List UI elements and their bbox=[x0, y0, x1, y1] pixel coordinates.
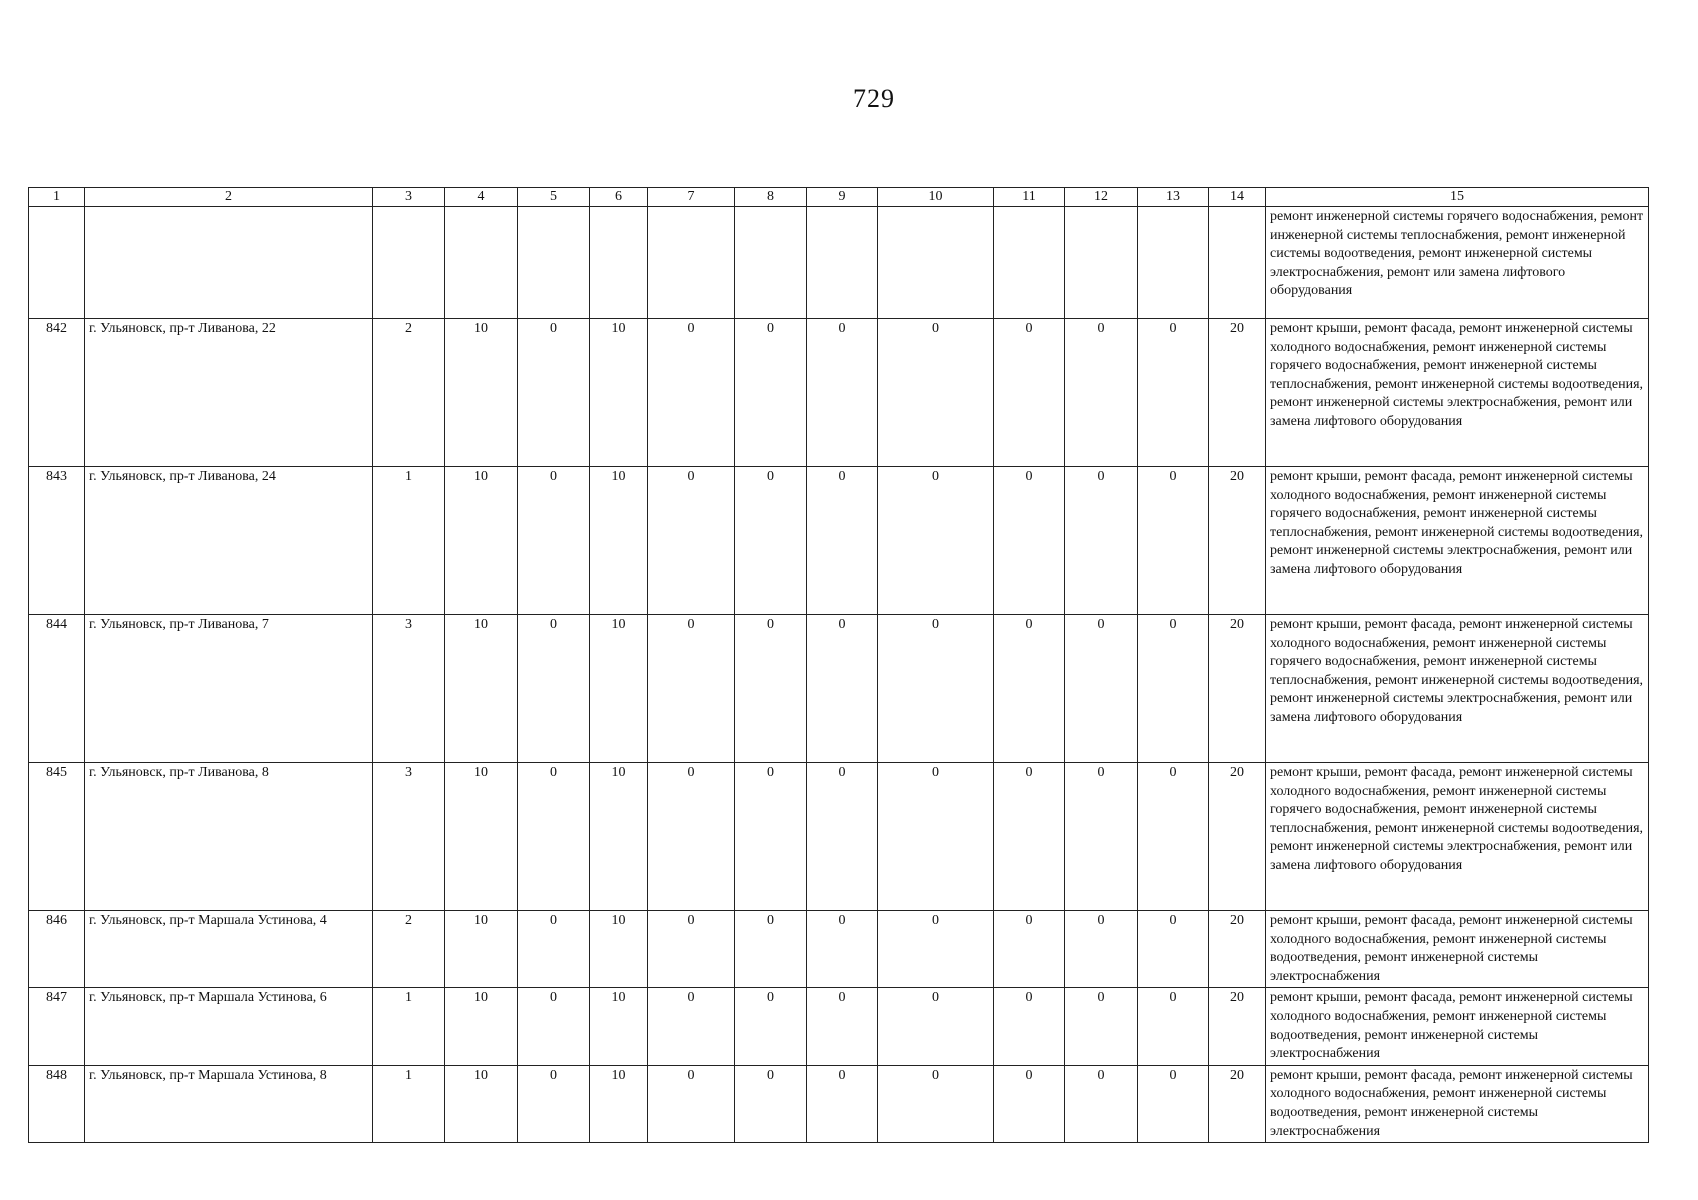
header-col-6: 6 bbox=[590, 188, 648, 207]
header-col-8: 8 bbox=[735, 188, 807, 207]
cell-value-c3: 2 bbox=[373, 319, 445, 467]
cell-value-c14: 20 bbox=[1209, 615, 1266, 763]
header-row bbox=[29, 188, 1649, 207]
cell-value-c3: 1 bbox=[373, 1065, 445, 1142]
header-col-11: 11 bbox=[994, 188, 1065, 207]
cell-value-c7: 0 bbox=[648, 763, 735, 911]
cell-value-c12: 0 bbox=[1065, 763, 1138, 911]
cell-empty bbox=[590, 207, 648, 319]
cell-value-c4: 10 bbox=[445, 319, 518, 467]
cell-value-c13: 0 bbox=[1138, 988, 1209, 1065]
cell-address: г. Ульяновск, пр-т Ливанова, 22 bbox=[85, 319, 373, 467]
cell-value-c8: 0 bbox=[735, 1065, 807, 1142]
cell-value-c10: 0 bbox=[878, 615, 994, 763]
cell-address: г. Ульяновск, пр-т Маршала Устинова, 4 bbox=[85, 911, 373, 988]
cell-works: ремонт крыши, ремонт фасада, ремонт инженерной системы холодного водоснабжения, ремонт инженерной системы водоотведения, ремонт инженерной системы электроснабжения bbox=[1266, 911, 1649, 988]
cell-value-c14: 20 bbox=[1209, 1065, 1266, 1142]
table-row bbox=[29, 988, 1649, 1065]
cell-value-c3: 3 bbox=[373, 615, 445, 763]
cell-empty bbox=[518, 207, 590, 319]
cell-empty bbox=[373, 207, 445, 319]
cell-value-c13: 0 bbox=[1138, 467, 1209, 615]
cell-works: ремонт крыши, ремонт фасада, ремонт инженерной системы холодного водоснабжения, ремонт инженерной системы горячего водоснабжения, ремонт инженерной системы теплоснабжения, ремонт инженерной системы водоотведения, ремонт инженерной системы электроснабжения, ремонт или замена лифтового оборудования bbox=[1266, 319, 1649, 467]
cell-value-c9: 0 bbox=[807, 319, 878, 467]
cell-value-c4: 10 bbox=[445, 763, 518, 911]
cell-address: г. Ульяновск, пр-т Ливанова, 24 bbox=[85, 467, 373, 615]
cell-value-c9: 0 bbox=[807, 911, 878, 988]
cell-value-c10: 0 bbox=[878, 1065, 994, 1142]
table-row bbox=[29, 467, 1649, 615]
cell-value-c9: 0 bbox=[807, 1065, 878, 1142]
cell-value-c8: 0 bbox=[735, 319, 807, 467]
header-col-1: 1 bbox=[29, 188, 85, 207]
cell-address: г. Ульяновск, пр-т Маршала Устинова, 8 bbox=[85, 1065, 373, 1142]
cell-value-c7: 0 bbox=[648, 911, 735, 988]
cell-empty bbox=[994, 207, 1065, 319]
cell-value-c3: 1 bbox=[373, 467, 445, 615]
cell-empty bbox=[1138, 207, 1209, 319]
cell-value-c7: 0 bbox=[648, 1065, 735, 1142]
cell-value-c11: 0 bbox=[994, 763, 1065, 911]
cell-value-c8: 0 bbox=[735, 988, 807, 1065]
cell-value-c10: 0 bbox=[878, 911, 994, 988]
page-number: 729 bbox=[853, 84, 895, 113]
table-body bbox=[29, 207, 1649, 1143]
cell-value-c5: 0 bbox=[518, 988, 590, 1065]
cell-value-c8: 0 bbox=[735, 911, 807, 988]
header-col-14: 14 bbox=[1209, 188, 1266, 207]
cell-value-c9: 0 bbox=[807, 467, 878, 615]
cell-works: ремонт крыши, ремонт фасада, ремонт инженерной системы холодного водоснабжения, ремонт инженерной системы горячего водоснабжения, ремонт инженерной системы теплоснабжения, ремонт инженерной системы водоотведения, ремонт инженерной системы электроснабжения, ремонт или замена лифтового оборудования bbox=[1266, 467, 1649, 615]
cell-works: ремонт крыши, ремонт фасада, ремонт инженерной системы холодного водоснабжения, ремонт инженерной системы водоотведения, ремонт инженерной системы электроснабжения bbox=[1266, 1065, 1649, 1142]
cell-value-c7: 0 bbox=[648, 988, 735, 1065]
cell-works: ремонт инженерной системы горячего водоснабжения, ремонт инженерной системы теплоснабжения, ремонт инженерной системы водоотведения, ремонт инженерной системы электроснабжения, ремонт или замена лифтового оборудования bbox=[1266, 207, 1649, 319]
cell-address: г. Ульяновск, пр-т Ливанова, 7 bbox=[85, 615, 373, 763]
cell-value-c14: 20 bbox=[1209, 763, 1266, 911]
cell-empty bbox=[878, 207, 994, 319]
cell-value-c11: 0 bbox=[994, 911, 1065, 988]
table-row bbox=[29, 763, 1649, 911]
header-col-7: 7 bbox=[648, 188, 735, 207]
cell-value-c5: 0 bbox=[518, 911, 590, 988]
table-row bbox=[29, 615, 1649, 763]
cell-value-c6: 10 bbox=[590, 1065, 648, 1142]
cell-value-c6: 10 bbox=[590, 319, 648, 467]
cell-value-c11: 0 bbox=[994, 1065, 1065, 1142]
cell-value-c14: 20 bbox=[1209, 988, 1266, 1065]
continuation-row bbox=[29, 207, 1649, 319]
cell-value-c4: 10 bbox=[445, 988, 518, 1065]
cell-value-c6: 10 bbox=[590, 988, 648, 1065]
column-number-header bbox=[29, 188, 1649, 207]
cell-empty bbox=[648, 207, 735, 319]
cell-value-c6: 10 bbox=[590, 911, 648, 988]
cell-value-c3: 2 bbox=[373, 911, 445, 988]
cell-works: ремонт крыши, ремонт фасада, ремонт инженерной системы холодного водоснабжения, ремонт инженерной системы горячего водоснабжения, ремонт инженерной системы теплоснабжения, ремонт инженерной системы водоотведения, ремонт инженерной системы электроснабжения, ремонт или замена лифтового оборудования bbox=[1266, 763, 1649, 911]
header-col-3: 3 bbox=[373, 188, 445, 207]
cell-value-c5: 0 bbox=[518, 615, 590, 763]
cell-value-c4: 10 bbox=[445, 911, 518, 988]
cell-value-c7: 0 bbox=[648, 319, 735, 467]
cell-row-number: 842 bbox=[29, 319, 85, 467]
cell-address: г. Ульяновск, пр-т Ливанова, 8 bbox=[85, 763, 373, 911]
cell-value-c5: 0 bbox=[518, 319, 590, 467]
cell-row-number: 847 bbox=[29, 988, 85, 1065]
table-row bbox=[29, 1065, 1649, 1142]
repair-program-table bbox=[28, 187, 1649, 1143]
cell-empty bbox=[445, 207, 518, 319]
cell-value-c4: 10 bbox=[445, 615, 518, 763]
table-row bbox=[29, 911, 1649, 988]
cell-value-c10: 0 bbox=[878, 319, 994, 467]
cell-empty bbox=[29, 207, 85, 319]
cell-value-c11: 0 bbox=[994, 319, 1065, 467]
cell-value-c13: 0 bbox=[1138, 911, 1209, 988]
cell-empty bbox=[807, 207, 878, 319]
cell-value-c12: 0 bbox=[1065, 615, 1138, 763]
header-col-13: 13 bbox=[1138, 188, 1209, 207]
cell-empty bbox=[735, 207, 807, 319]
cell-value-c14: 20 bbox=[1209, 467, 1266, 615]
cell-row-number: 845 bbox=[29, 763, 85, 911]
cell-value-c11: 0 bbox=[994, 988, 1065, 1065]
cell-value-c5: 0 bbox=[518, 1065, 590, 1142]
cell-value-c4: 10 bbox=[445, 467, 518, 615]
cell-value-c7: 0 bbox=[648, 467, 735, 615]
cell-value-c11: 0 bbox=[994, 467, 1065, 615]
cell-empty bbox=[1065, 207, 1138, 319]
cell-value-c6: 10 bbox=[590, 467, 648, 615]
cell-value-c9: 0 bbox=[807, 988, 878, 1065]
cell-address: г. Ульяновск, пр-т Маршала Устинова, 6 bbox=[85, 988, 373, 1065]
cell-value-c5: 0 bbox=[518, 763, 590, 911]
header-col-12: 12 bbox=[1065, 188, 1138, 207]
cell-row-number: 843 bbox=[29, 467, 85, 615]
cell-row-number: 848 bbox=[29, 1065, 85, 1142]
cell-works: ремонт крыши, ремонт фасада, ремонт инженерной системы холодного водоснабжения, ремонт инженерной системы водоотведения, ремонт инженерной системы электроснабжения bbox=[1266, 988, 1649, 1065]
cell-value-c13: 0 bbox=[1138, 319, 1209, 467]
cell-value-c10: 0 bbox=[878, 988, 994, 1065]
cell-value-c8: 0 bbox=[735, 763, 807, 911]
cell-row-number: 846 bbox=[29, 911, 85, 988]
table-row bbox=[29, 319, 1649, 467]
cell-value-c8: 0 bbox=[735, 467, 807, 615]
header-col-2: 2 bbox=[85, 188, 373, 207]
cell-row-number: 844 bbox=[29, 615, 85, 763]
header-col-15: 15 bbox=[1266, 188, 1649, 207]
header-col-5: 5 bbox=[518, 188, 590, 207]
cell-value-c9: 0 bbox=[807, 763, 878, 911]
cell-value-c14: 20 bbox=[1209, 911, 1266, 988]
cell-value-c10: 0 bbox=[878, 467, 994, 615]
cell-value-c13: 0 bbox=[1138, 1065, 1209, 1142]
cell-value-c8: 0 bbox=[735, 615, 807, 763]
header-col-4: 4 bbox=[445, 188, 518, 207]
cell-works: ремонт крыши, ремонт фасада, ремонт инженерной системы холодного водоснабжения, ремонт инженерной системы горячего водоснабжения, ремонт инженерной системы теплоснабжения, ремонт инженерной системы водоотведения, ремонт инженерной системы электроснабжения, ремонт или замена лифтового оборудования bbox=[1266, 615, 1649, 763]
cell-value-c5: 0 bbox=[518, 467, 590, 615]
cell-value-c13: 0 bbox=[1138, 615, 1209, 763]
cell-value-c12: 0 bbox=[1065, 911, 1138, 988]
cell-value-c9: 0 bbox=[807, 615, 878, 763]
header-col-9: 9 bbox=[807, 188, 878, 207]
cell-value-c14: 20 bbox=[1209, 319, 1266, 467]
cell-empty bbox=[85, 207, 373, 319]
cell-empty bbox=[1209, 207, 1266, 319]
cell-value-c12: 0 bbox=[1065, 467, 1138, 615]
cell-value-c3: 3 bbox=[373, 763, 445, 911]
cell-value-c3: 1 bbox=[373, 988, 445, 1065]
cell-value-c12: 0 bbox=[1065, 1065, 1138, 1142]
cell-value-c13: 0 bbox=[1138, 763, 1209, 911]
cell-value-c11: 0 bbox=[994, 615, 1065, 763]
cell-value-c12: 0 bbox=[1065, 319, 1138, 467]
header-col-10: 10 bbox=[878, 188, 994, 207]
cell-value-c7: 0 bbox=[648, 615, 735, 763]
cell-value-c6: 10 bbox=[590, 615, 648, 763]
cell-value-c12: 0 bbox=[1065, 988, 1138, 1065]
cell-value-c4: 10 bbox=[445, 1065, 518, 1142]
cell-value-c10: 0 bbox=[878, 763, 994, 911]
cell-value-c6: 10 bbox=[590, 763, 648, 911]
